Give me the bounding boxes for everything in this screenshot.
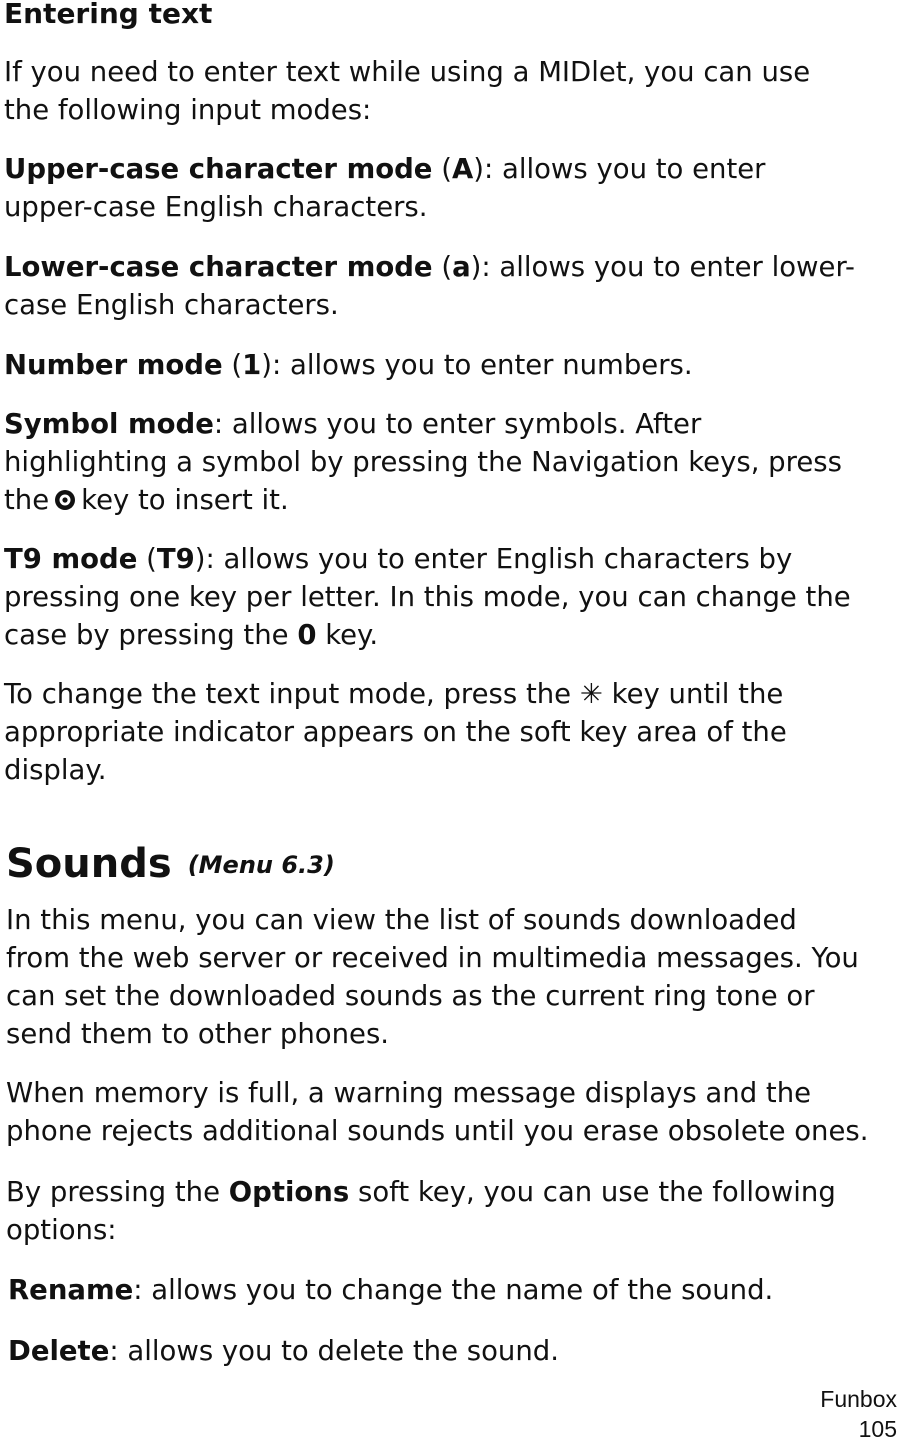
upper-case-indicator: A (451, 153, 474, 185)
footer-section-name: Funbox (820, 1386, 897, 1412)
menu-reference: (Menu 6.3) (187, 851, 335, 879)
memory-full-paragraph: When memory is full, a warning message displays and the phone rejects additional sounds until you erase obsolete ones. (6, 1077, 869, 1147)
symbol-mode-paragraph: Symbol mode: allows you to enter symbols. After highlighting a symbol by pressing the Navigation keys, press the key to insert it. (4, 408, 842, 516)
rename-option-term: Rename (8, 1274, 134, 1306)
number-mode-term: Number mode (4, 349, 223, 381)
options-intro-paragraph: By pressing the Options soft key, you can use the following options: (6, 1176, 836, 1246)
number-mode-paragraph: Number mode (1): allows you to enter numbers. (4, 349, 693, 381)
sounds-section-title (6, 836, 335, 897)
rename-option-paragraph: Rename: allows you to change the name of the sound. (8, 1274, 774, 1306)
entering-text-intro (4, 53, 810, 129)
intro-line: the following input modes: (4, 94, 372, 126)
lower-case-mode-paragraph: Lower-case character mode (a): allows you to enter lower- case English characters. (4, 251, 855, 321)
t9-indicator: T9 (156, 543, 195, 575)
lower-case-indicator: a (452, 251, 471, 283)
t9-mode-paragraph: T9 mode (T9): allows you to enter English characters by pressing one key per letter. In this mode, you can change the case by pressing the 0 key. (4, 543, 851, 651)
zero-key-label: 0 (297, 619, 317, 651)
page-footer (820, 1384, 897, 1444)
options-soft-key-label: Options (228, 1176, 350, 1208)
page-number: 105 (858, 1416, 897, 1442)
delete-option-paragraph: Delete: allows you to delete the sound. (8, 1335, 559, 1367)
upper-case-mode-paragraph: Upper-case character mode (A): allows you to enter upper-case English characters. (4, 153, 766, 223)
ok-key-icon (53, 488, 77, 512)
sounds-intro-paragraph: In this menu, you can view the list of sounds downloaded from the web server or received in multimedia messages. You can set the downloaded sounds as the current ring tone or send them to other phones. (6, 904, 859, 1050)
upper-case-mode-term: Upper-case character mode (4, 153, 433, 185)
change-mode-paragraph: To change the text input mode, press the ✳ key until the appropriate indicator appears on the soft key area of the display. (4, 678, 787, 786)
star-key-icon: ✳ (579, 678, 603, 710)
number-indicator: 1 (242, 349, 262, 381)
lower-case-mode-term: Lower-case character mode (4, 251, 433, 283)
delete-option-term: Delete (8, 1335, 110, 1367)
entering-text-heading: Entering text (4, 0, 213, 30)
t9-mode-term: T9 mode (4, 543, 138, 575)
sounds-heading: Sounds (6, 841, 172, 887)
intro-line: If you need to enter text while using a MIDlet, you can use (4, 56, 811, 88)
symbol-mode-term: Symbol mode (4, 408, 214, 440)
